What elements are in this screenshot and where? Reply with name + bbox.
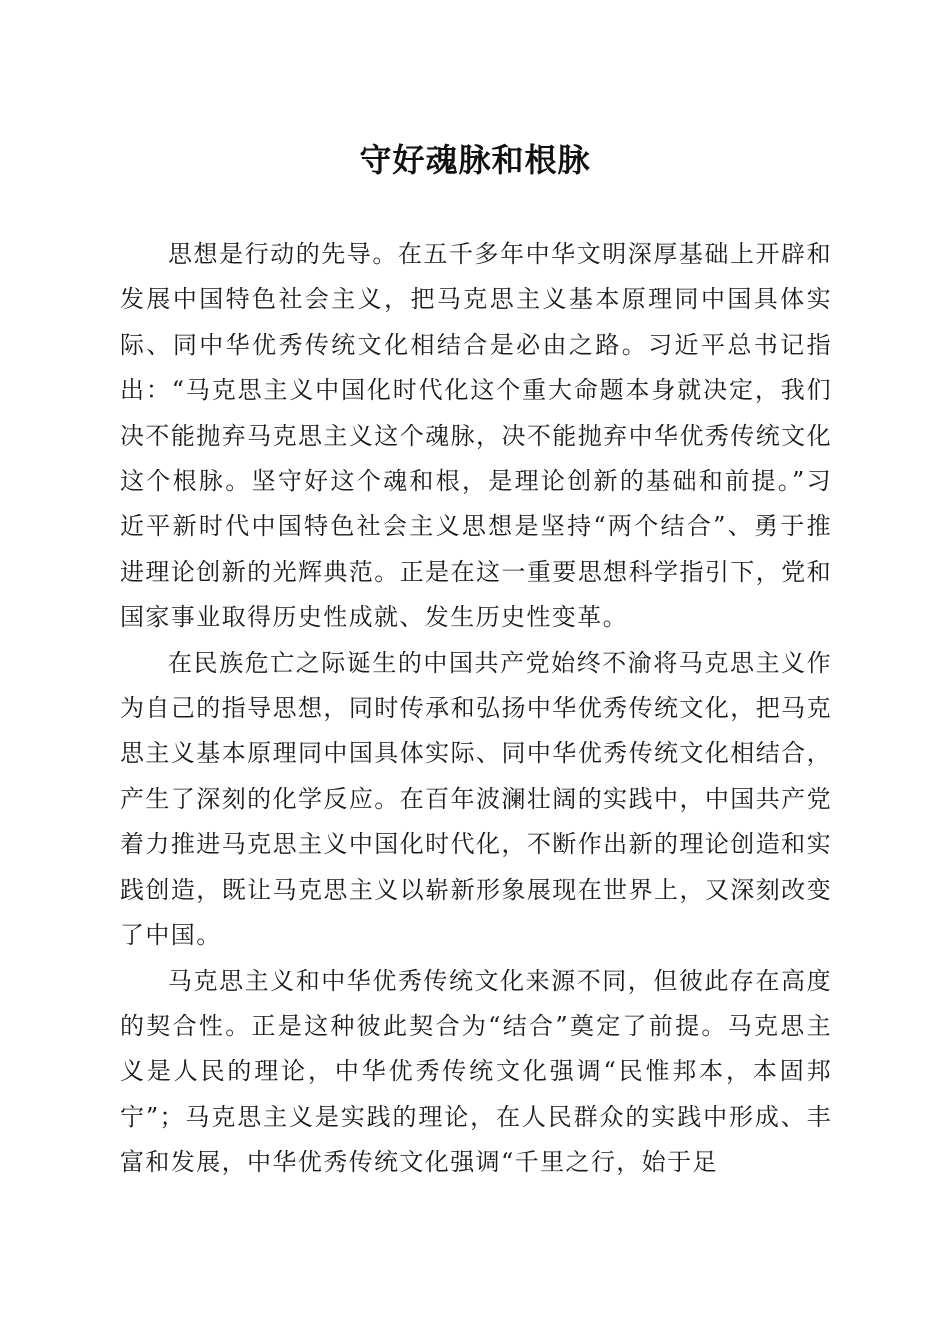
document-body xyxy=(120,232,832,1186)
document-title: 守好魂脉和根脉 xyxy=(359,141,591,179)
paragraph-1: 思想是行动的先导。在五千多年中华文明深厚基础上开辟和发展中国特色社会主义，把马克思主义基本原理同中国具体实际、同中华优秀传统文化相结合是必由之路。习近平总书记指出：“马克思主义中国化时代化这个重大命题本身就决定，我们决不能抛弃马克思主义这个魂脉，决不能抛弃中华优秀传统文化这个根脉。坚守好这个魂和根，是理论创新的基础和前提。”习近平新时代中国特色社会主义思想是坚持“两个结合”、勇于推进理论创新的光辉典范。正是在这一重要思想科学指引下，党和国家事业取得历史性成就、发生历史性变革。 xyxy=(120,240,832,632)
paragraph-2: 在民族危亡之际诞生的中国共产党始终不渝将马克思主义作为自己的指导思想，同时传承和弘扬中华优秀传统文化，把马克思主义基本原理同中国具体实际、同中华优秀传统文化相结合，产生了深刻的化学反应。在百年波澜壮阔的实践中，中国共产党着力推进马克思主义中国化时代化，不断作出新的理论创造和实践创造，既让马克思主义以崭新形象展现在世界上，又深刻改变了中国。 xyxy=(120,648,832,950)
paragraph-3: 马克思主义和中华优秀传统文化来源不同，但彼此存在高度的契合性。正是这种彼此契合为“结合”奠定了前提。马克思主义是人民的理论，中华优秀传统文化强调“民惟邦本，本固邦宁”；马克思主义是实践的理论，在人民群众的实践中形成、丰富和发展，中华优秀传统文化强调“千里之行，始于足 xyxy=(120,966,832,1177)
